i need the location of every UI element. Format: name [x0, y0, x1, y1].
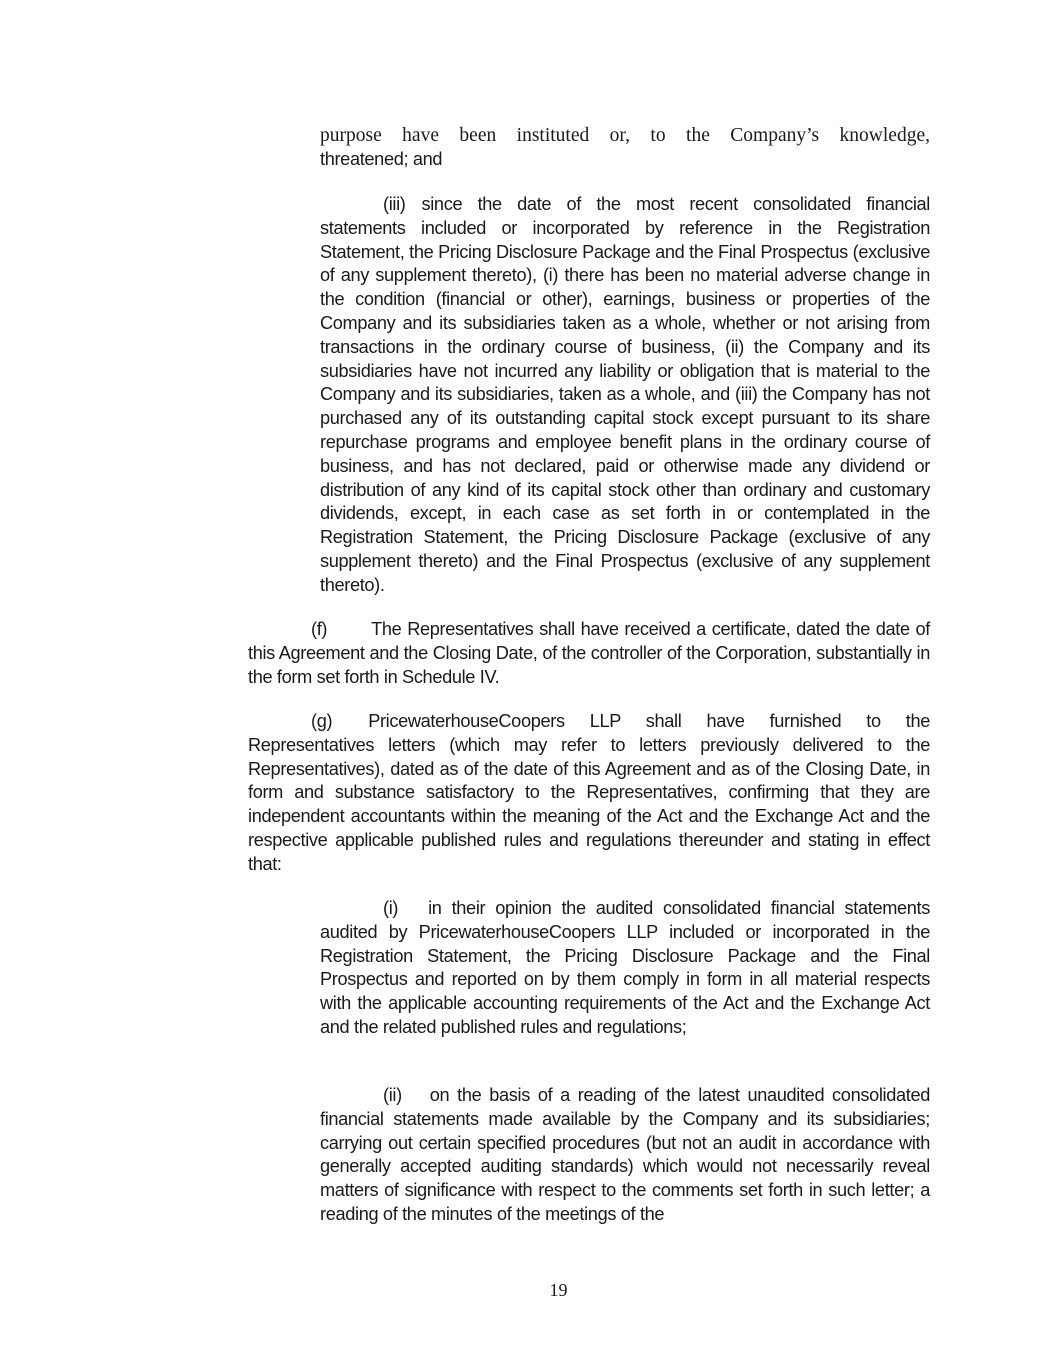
section-g-label: (g): [311, 711, 333, 731]
item-iii-paragraph: [320, 193, 930, 598]
item-i-label: (i): [383, 898, 399, 918]
item-ii-paragraph: [320, 1084, 930, 1227]
item-iii-label: (iii): [383, 194, 406, 214]
section-g-text: PricewaterhouseCoopers LLP shall have furnished to the Representatives letters (which may refer to letters previously delivered to the Representatives), dated as of the date of this Agreement and as of the Closing Date, in form and substance satisfactory to the Representatives, confirming that they are independent accountants within the meaning of the Act and the Exchange Act and the respective applicable published rules and regulations thereunder and stating in effect that:: [248, 711, 930, 874]
section-f-label: (f): [311, 619, 328, 639]
section-g-paragraph: [248, 710, 930, 877]
item-i-text: in their opinion the audited consolidated financial statements audited by PricewaterhouseCoopers LLP included or incorporated in the Registration Statement, the Pricing Disclosure Package and the Final Prospectus and reported on by them comply in form in all material respects with the applicable accounting requirements of the Act and the Exchange Act and the related published rules and regulations;: [320, 898, 930, 1037]
section-f-paragraph: [248, 618, 930, 689]
page-number: 19: [549, 1280, 568, 1300]
continuation-line-2: threatened; and: [320, 148, 443, 169]
item-ii-text: on the basis of a reading of the latest unaudited consolidated financial statements made available by the Company and its subsidiaries; carrying out certain specified procedures (but not an audit in accordance with generally accepted auditing standards) which would not necessarily reveal matters of significance with respect to the comments set forth in such letter; a reading of the minutes of the meetings of the: [320, 1085, 930, 1224]
item-ii-label: (ii): [383, 1085, 402, 1105]
section-f-text: The Representatives shall have received a certificate, dated the date of this Agreement and the Closing Date, of the controller of the Corporation, substantially in the form set forth in Schedule IV.: [248, 619, 930, 687]
continuation-line-1: purpose have been instituted or, to the Company’s knowledge,: [320, 125, 930, 146]
item-iii-text: since the date of the most recent consolidated financial statements included or incorporated by reference in the Registration Statement, the Pricing Disclosure Package and the Final Prospectus (exclusive of any supplement thereto), (i) there has been no material adverse change in the condition (financial or other), earnings, business or properties of the Company and its subsidiaries taken as a whole, whether or not arising from transactions in the ordinary course of business, (ii) the Company and its subsidiaries have not incurred any liability or obligation that is material to the Company and its subsidiaries, taken as a whole, and (iii) the Company has not purchased any of its outstanding capital stock except pursuant to its share repurchase programs and employee benefit plans in the ordinary course of business, and has not declared, paid or otherwise made any dividend or distribution of any kind of its capital stock other than ordinary and customary dividends, except, in each case as set forth in or contemplated in the Registration Statement, the Pricing Disclosure Package (exclusive of any supplement thereto) and the Final Prospectus (exclusive of any supplement thereto).: [320, 194, 930, 595]
continuation-paragraph: [320, 124, 930, 172]
item-i-paragraph: [320, 897, 930, 1040]
